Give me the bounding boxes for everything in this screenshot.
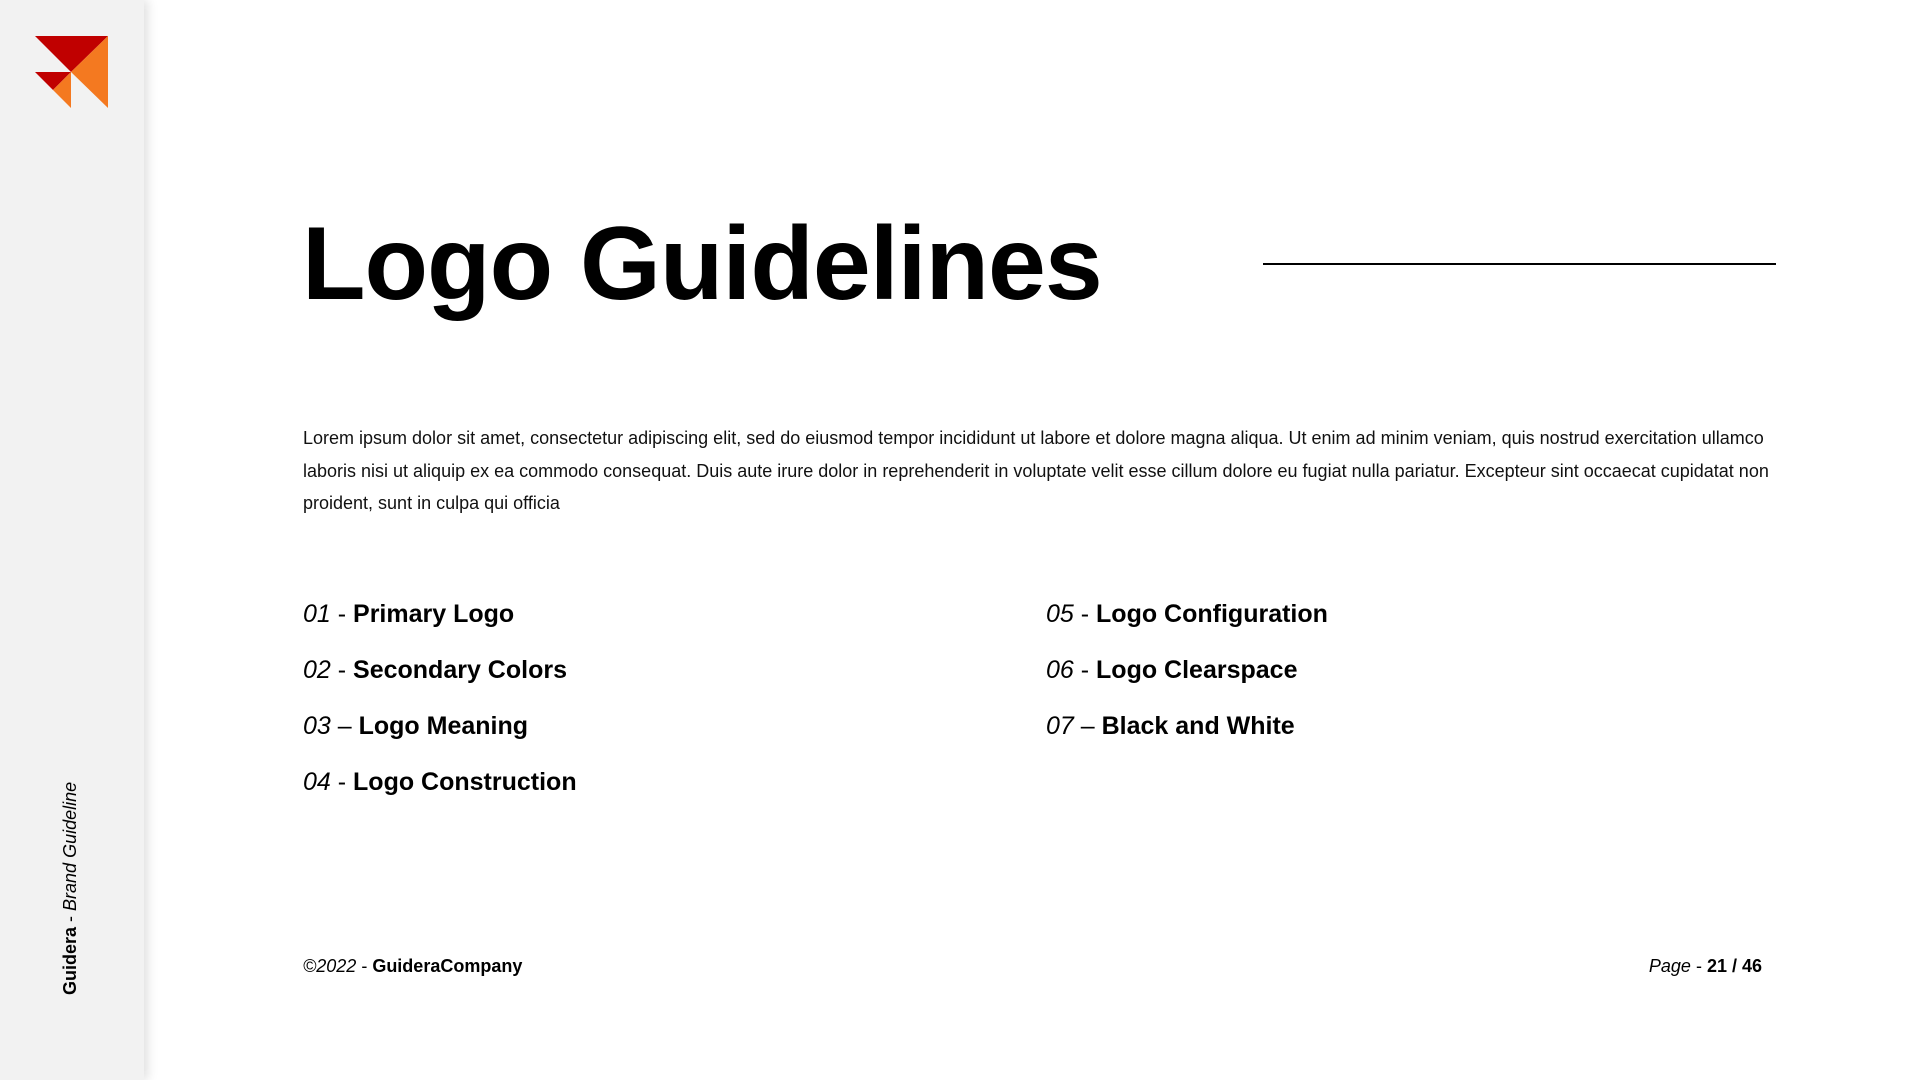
intro-paragraph: Lorem ipsum dolor sit amet, consectetur adipiscing elit, sed do eiusmod tempor incididunt ut labore et dolore magna aliqua. Ut enim ad minim veniam, quis nostrud exercitation ullamco laboris nisi ut aliquip ex ea commodo consequat. Duis aute irure dolor in reprehenderit in voluptate velit esse cillum dolore eu fugiat nulla pariatur. Excepteur sint occaecat cupidatat non proident, sunt in culpa qui officia <box>303 428 1769 513</box>
toc-label: Black and White <box>1101 712 1295 740</box>
toc-label: Secondary Colors <box>353 656 567 684</box>
toc-label: Logo Construction <box>353 768 577 796</box>
toc-label: Logo Configuration <box>1096 600 1328 628</box>
toc-sep: – <box>1073 712 1102 740</box>
toc-number: 05 <box>1046 600 1074 628</box>
toc-left <box>303 596 577 820</box>
company-name: GuideraCompany <box>372 956 523 976</box>
toc-sep: - <box>330 768 354 796</box>
separator: - <box>356 956 373 976</box>
toc-item[interactable] <box>303 596 577 652</box>
toc-number: 04 <box>303 768 331 796</box>
toc-sep: - <box>1073 600 1097 628</box>
toc-item[interactable] <box>303 652 577 708</box>
brand-subtitle: Brand Guideline <box>60 781 80 911</box>
toc-number: 01 <box>303 600 331 628</box>
footer-page-number <box>1649 956 1762 977</box>
toc-item[interactable] <box>1046 652 1328 708</box>
toc-label: Logo Meaning <box>358 712 529 740</box>
copyright-year: ©2022 <box>303 956 357 976</box>
toc-item[interactable] <box>303 764 577 820</box>
toc-item[interactable] <box>303 708 577 764</box>
page-title: Logo Guidelines <box>302 206 1102 322</box>
toc-label: Primary Logo <box>353 600 515 628</box>
toc-sep: - <box>330 656 354 684</box>
toc-label: Logo Clearspace <box>1096 656 1298 684</box>
brand-name: Guidera <box>60 926 80 995</box>
title-rule <box>1263 263 1776 265</box>
footer-copyright <box>303 956 522 977</box>
separator: - <box>1690 956 1707 976</box>
toc-number: 03 <box>303 712 331 740</box>
toc-sep: – <box>330 712 359 740</box>
brand-caption <box>60 782 81 995</box>
toc-item[interactable] <box>1046 708 1328 764</box>
toc-item[interactable] <box>1046 596 1328 652</box>
guidera-logo-icon <box>34 34 110 110</box>
toc-number: 07 <box>1046 712 1074 740</box>
separator: - <box>60 910 80 927</box>
toc-number: 02 <box>303 656 331 684</box>
toc-number: 06 <box>1046 656 1074 684</box>
page-count: 21 / 46 <box>1706 956 1762 976</box>
page-label: Page <box>1648 956 1691 976</box>
sidebar <box>0 0 144 1080</box>
toc-right <box>1046 596 1328 764</box>
toc-sep: - <box>1073 656 1097 684</box>
toc-sep: - <box>330 600 354 628</box>
